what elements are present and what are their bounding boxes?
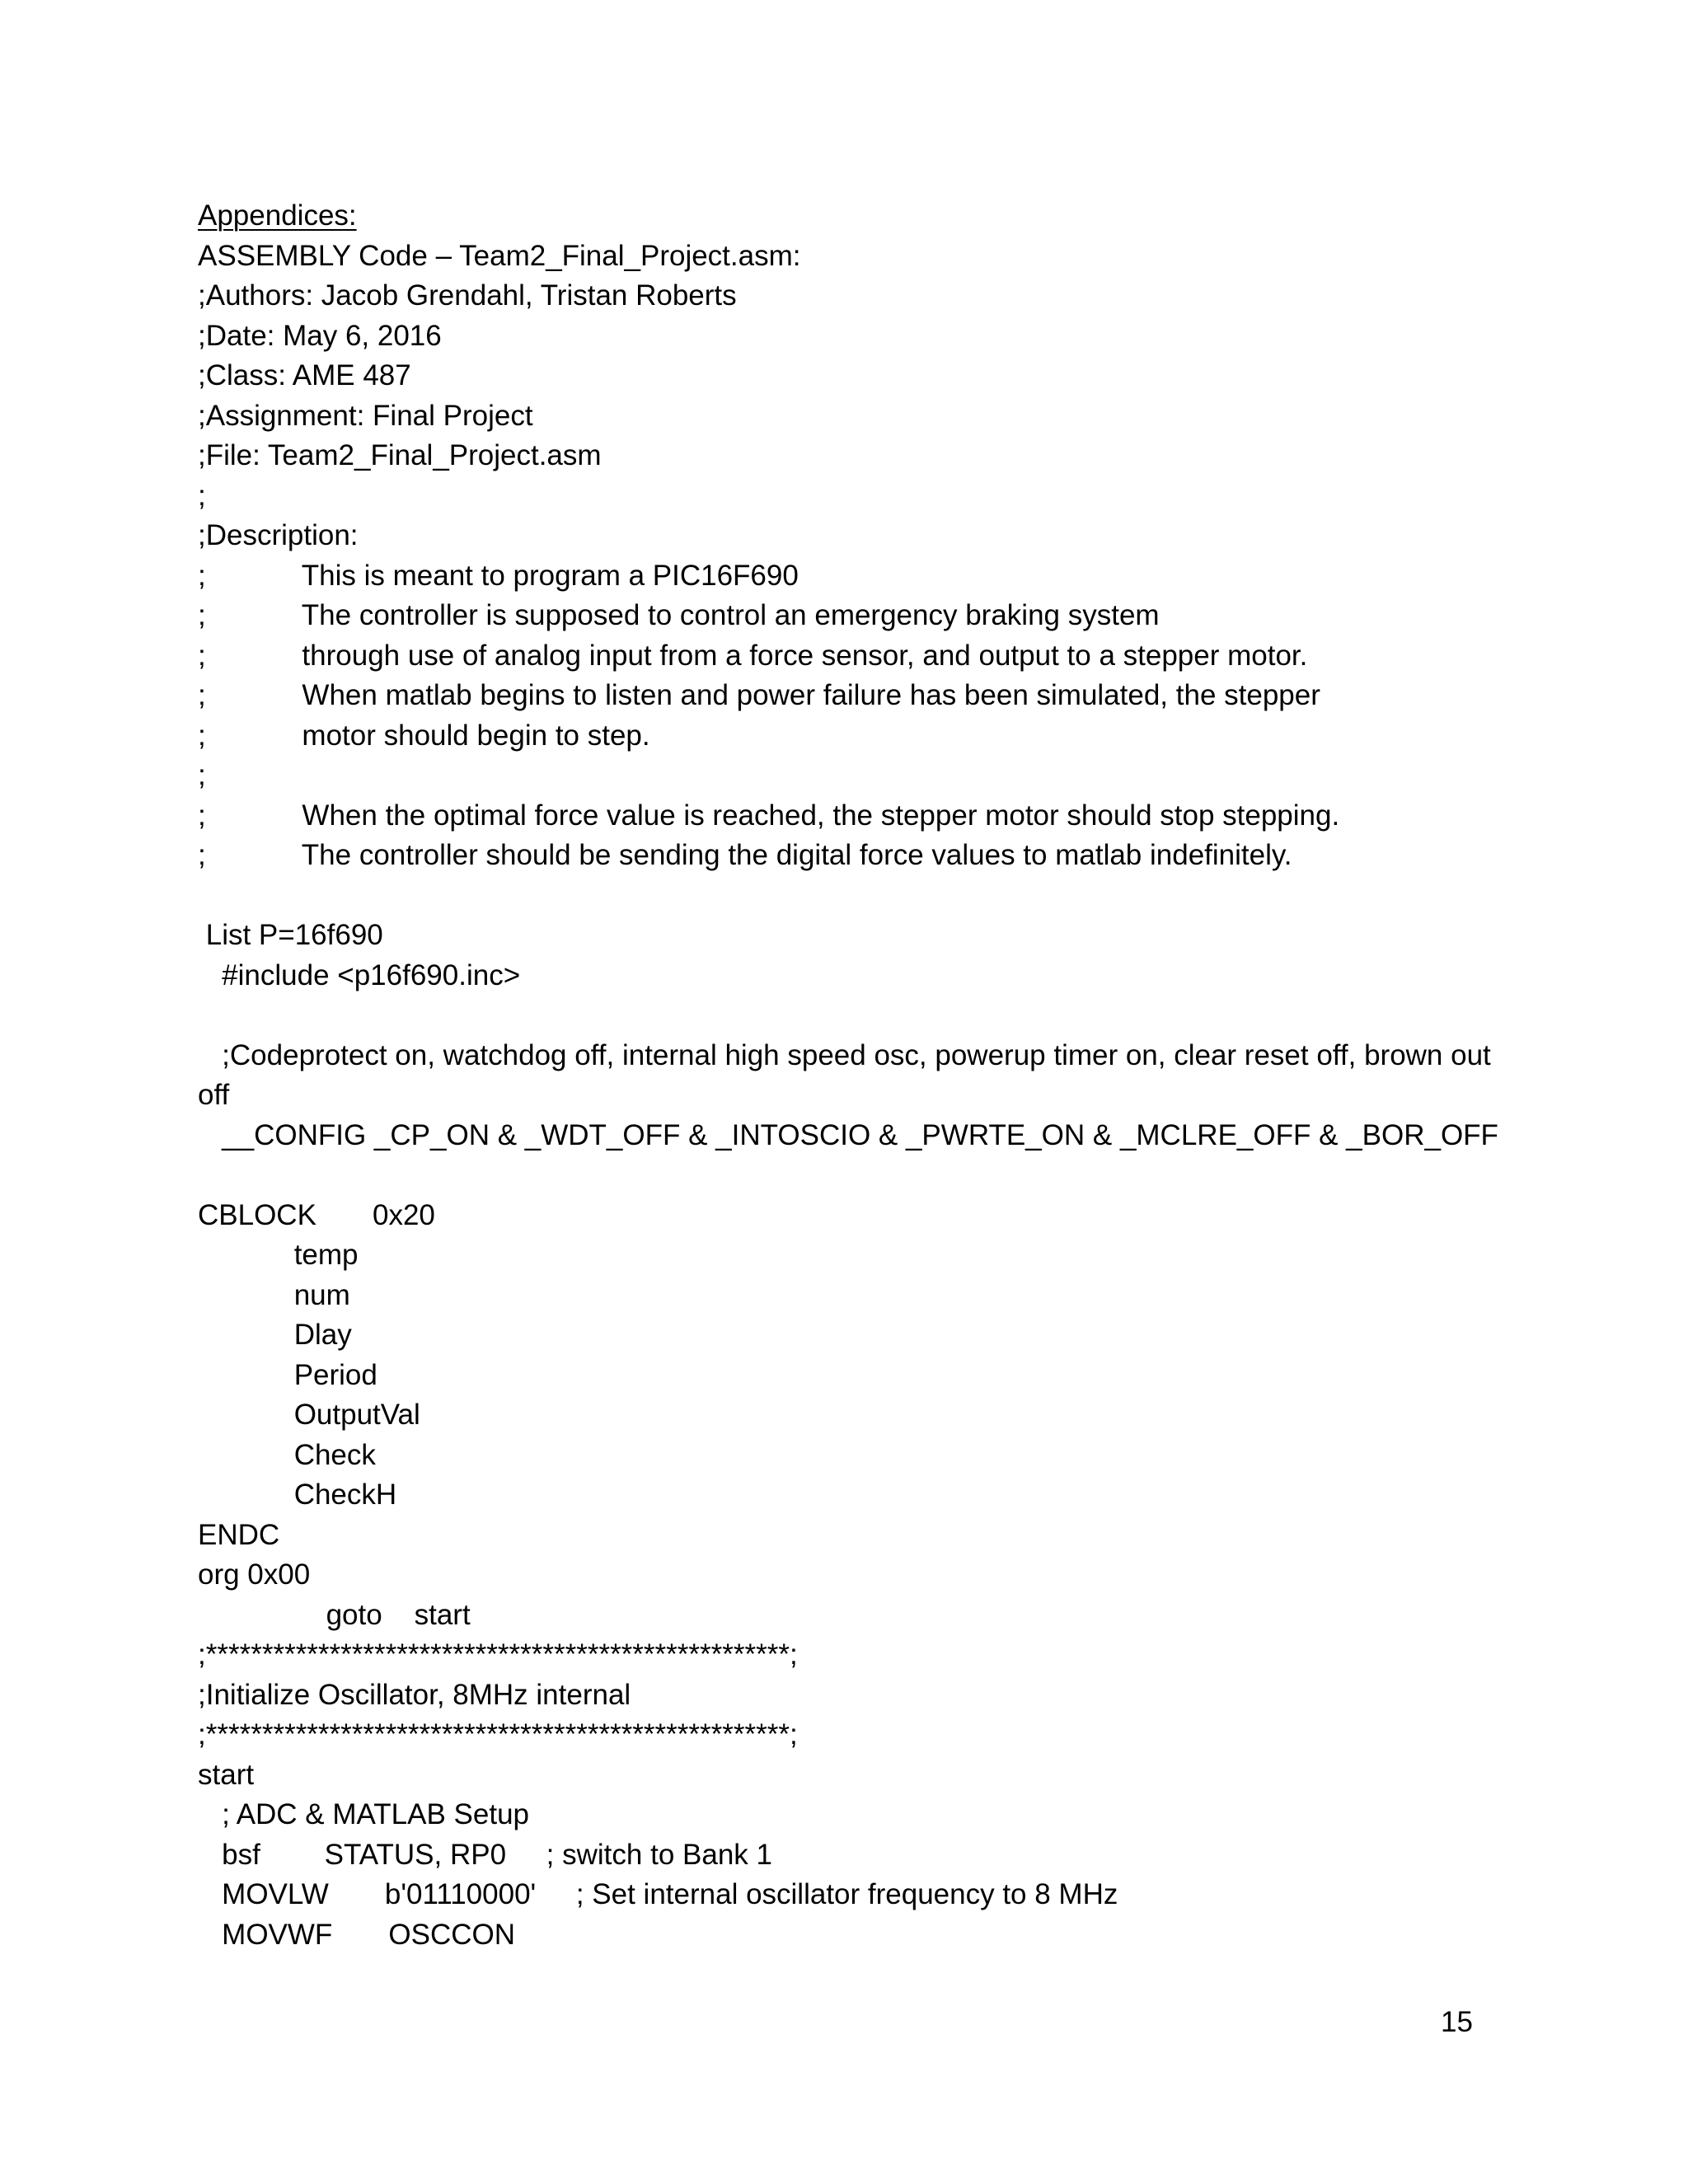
code-line: ;Assignment: Final Project [198, 399, 533, 432]
code-line: ;File: Team2_Final_Project.asm [198, 439, 602, 471]
code-line: start [198, 1758, 255, 1791]
code-line: ;Description: [198, 519, 359, 551]
code-line: List P=16f690 [198, 919, 383, 951]
code-line: ; [198, 759, 206, 791]
code-line [198, 996, 1484, 1036]
code-line: ; through use of analog input from a force sensor, and output to a stepper motor. [198, 639, 1308, 672]
code-line: ;Authors: Jacob Grendahl, Tristan Roberts [198, 279, 737, 312]
code-line: ENDC [198, 1518, 280, 1551]
code-line: CBLOCK 0x20 [198, 1198, 435, 1231]
code-line: MOVLW b'01110000' ; Set internal oscillator frequency to 8 MHz [198, 1878, 1118, 1910]
code-line: ;****************************************************; [198, 1638, 798, 1671]
document-body [198, 196, 1498, 1955]
code-line: ; motor should begin to step. [198, 719, 650, 752]
appendices-heading: Appendices: [198, 199, 357, 232]
code-line: goto start [198, 1598, 471, 1631]
code-line [198, 1155, 1484, 1196]
code-line: ;Initialize Oscillator, 8MHz internal [198, 1678, 631, 1711]
code-line: ;Codeprotect on, watchdog off, internal high speed osc, powerup timer on, clear reset off, brown out [198, 1038, 1491, 1071]
code-line: ; This is meant to program a PIC16F690 [198, 559, 799, 592]
code-line: Check [198, 1438, 376, 1471]
code-line: ; The controller is supposed to control an emergency braking system [198, 599, 1160, 631]
code-line: bsf STATUS, RP0 ; switch to Bank 1 [198, 1838, 772, 1871]
code-line: Dlay [198, 1319, 352, 1351]
code-line: CheckH [198, 1479, 397, 1511]
code-line: ; When the optimal force value is reached, the stepper motor should stop stepping. [198, 799, 1340, 832]
code-line: ASSEMBLY Code – Team2_Final_Project.asm: [198, 239, 801, 272]
assembly-code-listing [198, 237, 1498, 1956]
code-line: org 0x00 [198, 1558, 311, 1591]
code-line: temp [198, 1239, 359, 1271]
code-line: Period [198, 1358, 377, 1391]
page-number: 15 [1441, 2006, 1473, 2038]
code-line: MOVWF OSCCON [198, 1918, 515, 1951]
code-line: off [198, 1079, 230, 1111]
code-line: ;****************************************************; [198, 1718, 798, 1750]
code-line: ;Class: AME 487 [198, 359, 411, 391]
code-line [198, 876, 1484, 916]
code-line: ; The controller should be sending the digital force values to matlab indefinitely. [198, 839, 1292, 871]
code-line: OutputVal [198, 1399, 420, 1431]
code-line: ;Date: May 6, 2016 [198, 319, 442, 352]
code-line: __CONFIG _CP_ON & _WDT_OFF & _INTOSCIO & _PWRTE_ON & _MCLRE_OFF & _BOR_OFF [198, 1118, 1498, 1151]
code-line: ; When matlab begins to listen and power failure has been simulated, the stepper [198, 679, 1320, 711]
code-line: num [198, 1278, 350, 1311]
code-line: ; [198, 479, 206, 512]
code-line: #include <p16f690.inc> [198, 958, 521, 991]
code-line: ; ADC & MATLAB Setup [198, 1798, 530, 1830]
